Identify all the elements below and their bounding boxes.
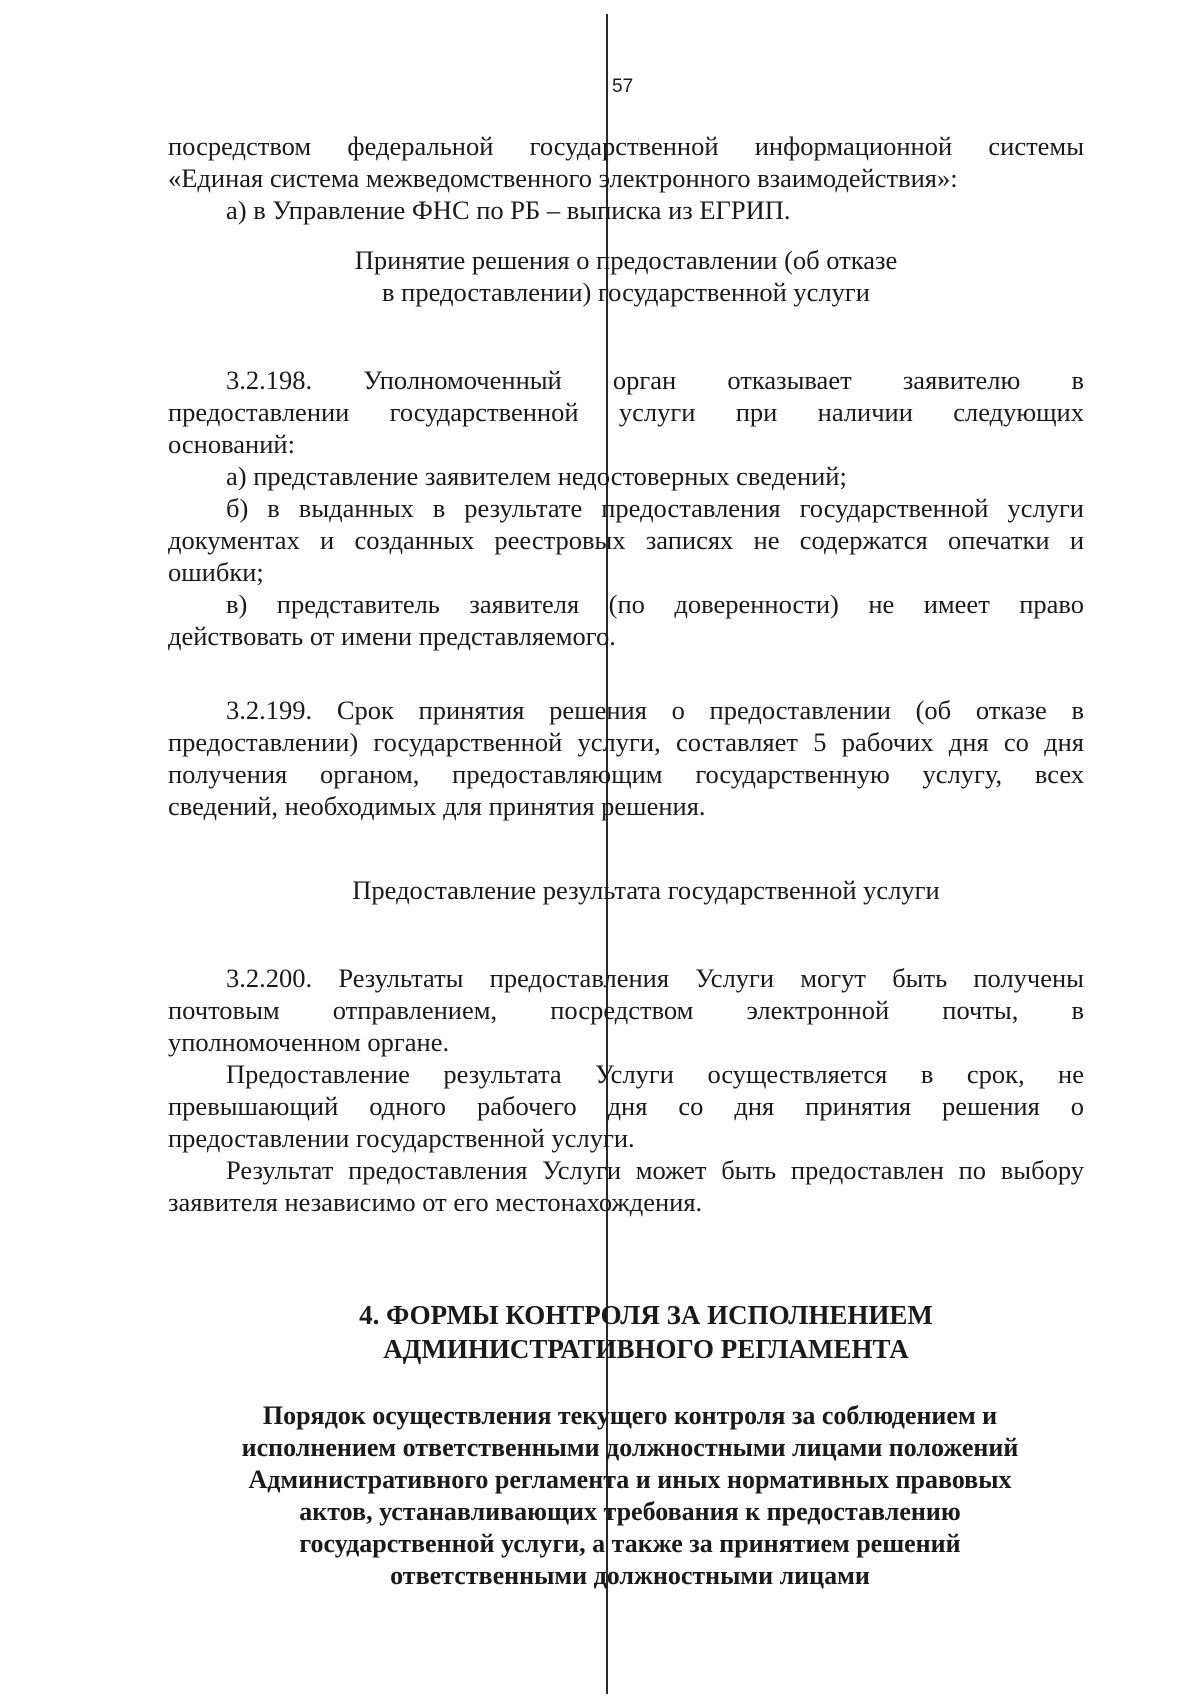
intro-item-a: а) в Управление ФНС по РБ – выписка из ЕГРИП. xyxy=(226,195,791,225)
intro-line-1: посредством федеральной государственной информационной системы xyxy=(168,131,1084,161)
p199-line-3: получения органом, предоставляющим государственную услугу, всех xyxy=(168,759,1084,789)
intro-paragraph xyxy=(168,130,1084,226)
p200-line-2: почтовым отправлением, посредством электронной почты, в xyxy=(168,995,1084,1025)
p198-line-2: предоставлении государственной услуги при наличии следующих xyxy=(168,397,1084,427)
section-4-line-1: 4. ФОРМЫ КОНТРОЛЯ ЗА ИСПОЛНЕНИЕМ xyxy=(359,1300,933,1330)
p199-line-1: 3.2.199. Срок принятия решения о предоставлении (об отказе в xyxy=(226,695,1084,725)
heading-result xyxy=(168,874,1084,906)
p198-line-3: оснований: xyxy=(168,429,295,459)
p198-line-1: 3.2.198. Уполномоченный орган отказывает заявителю в xyxy=(226,365,1084,395)
intro-line-2: «Единая система межведомственного электронного взаимодействия»: xyxy=(168,163,958,193)
section-4-heading xyxy=(168,1298,1084,1366)
page-number: 57 xyxy=(612,76,634,97)
heading-decision-line-2: в предоставлении) государственной услуги xyxy=(382,277,870,307)
p199-line-2: предоставлении) государственной услуги, составляет 5 рабочих дня со дня xyxy=(168,727,1084,757)
subheading-line-2: исполнением ответственными должностными лицами положений xyxy=(241,1433,1019,1462)
paragraph-3-2-198 xyxy=(168,364,1084,652)
p200-line-1: 3.2.200. Результаты предоставления Услуги могут быть получены xyxy=(226,963,1084,993)
heading-result-line: Предоставление результата государственной услуги xyxy=(352,875,940,905)
paragraph-3-2-200 xyxy=(168,962,1084,1218)
heading-decision-line-1: Принятие решения о предоставлении (об отказе xyxy=(354,245,898,275)
p198-item-a: а) представление заявителем недостоверных сведений; xyxy=(226,461,847,491)
subheading-line-3: Административного регламента и иных нормативных правовых xyxy=(248,1465,1012,1494)
p200-para3-line-1: Результат предоставления Услуги может быть предоставлен по выбору xyxy=(226,1155,1084,1185)
heading-decision xyxy=(168,244,1084,308)
section-4-line-2: АДМИНИСТРАТИВНОГО РЕГЛАМЕНТА xyxy=(383,1334,909,1364)
p198-item-c-line-1: в) представитель заявителя (по доверенности) не имеет право xyxy=(226,589,1084,619)
p198-item-b-line-3: ошибки; xyxy=(168,557,264,587)
subheading-line-6: ответственными должностными лицами xyxy=(390,1561,870,1590)
p200-line-3: уполномоченном органе. xyxy=(168,1027,450,1057)
p200-para2-line-2: превышающий одного рабочего дня со дня принятия решения о xyxy=(168,1091,1084,1121)
p199-line-4: сведений, необходимых для принятия решения. xyxy=(168,791,706,821)
p198-item-c-line-2: действовать от имени представляемого. xyxy=(168,621,616,651)
p198-item-b-line-2: документах и созданных реестровых записях не содержатся опечатки и xyxy=(168,525,1084,555)
p200-para2-line-3: предоставлении государственной услуги. xyxy=(168,1123,635,1153)
subheading-line-4: актов, устанавливающих требования к предоставлению xyxy=(299,1497,961,1526)
subheading-current-control xyxy=(150,1400,1110,1592)
p200-para3-line-2: заявителя независимо от его местонахождения. xyxy=(168,1187,703,1217)
p198-item-b-line-1: б) в выданных в результате предоставления государственной услуги xyxy=(226,493,1084,523)
subheading-line-5: государственной услуги, а также за принятием решений xyxy=(299,1529,961,1558)
paragraph-3-2-199 xyxy=(168,694,1084,822)
p200-para2-line-1: Предоставление результата Услуги осуществляется в срок, не xyxy=(226,1059,1084,1089)
subheading-line-1: Порядок осуществления текущего контроля за соблюдением и xyxy=(262,1401,998,1430)
